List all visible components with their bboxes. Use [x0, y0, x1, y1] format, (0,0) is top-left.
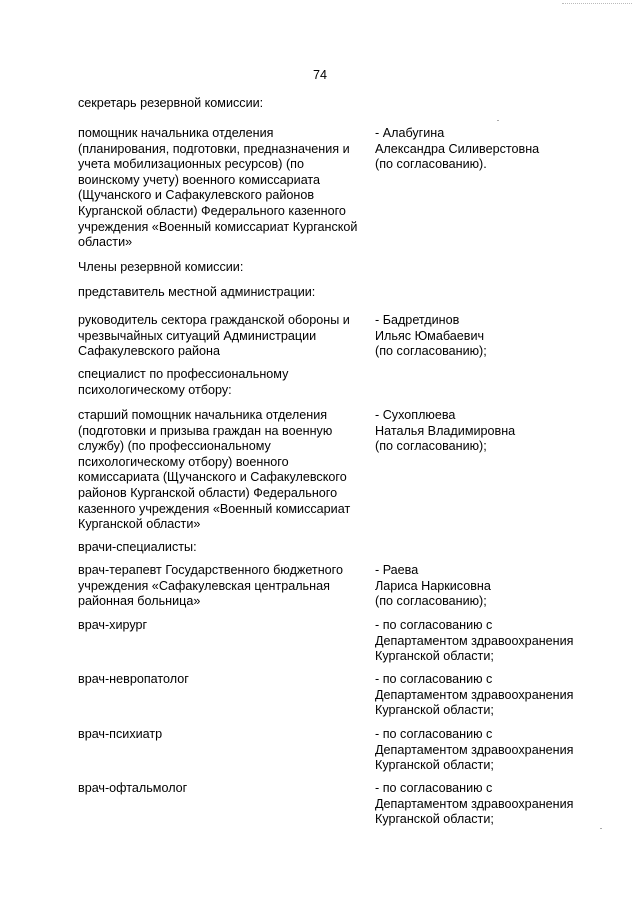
- surgeon-position: врач-хирург: [78, 618, 148, 632]
- psych-name: - Сухоплюева Наталья Владимировна (по согласованию);: [375, 408, 516, 454]
- psych-specialist-heading: специалист по профессиональному психологическому отбору:: [78, 367, 289, 397]
- members-heading: Члены резервной комиссии:: [78, 260, 244, 274]
- civil-defense-name: - Бадретдинов Ильяс Юмабаевич (по согласованию);: [375, 313, 487, 359]
- surgeon-value: - по согласованию с Департаментом здравоохранения Курганской области;: [375, 618, 574, 664]
- page-number: 74: [312, 68, 327, 82]
- local-admin-heading: представитель местной администрации:: [78, 285, 316, 299]
- neurologist-position: врач-невропатолог: [78, 672, 189, 686]
- therapist-name: - Раева Лариса Наркисовна (по согласованию);: [375, 563, 491, 609]
- secretary-name: - Алабугина Александра Силиверстовна (по согласованию).: [375, 126, 540, 172]
- psychiatrist-value: - по согласованию с Департаментом здравоохранения Курганской области;: [375, 727, 574, 773]
- scan-speck: [497, 120, 499, 121]
- ophthalmologist-position: врач-офтальмолог: [78, 781, 188, 795]
- neurologist-value: - по согласованию с Департаментом здравоохранения Курганской области;: [375, 672, 574, 718]
- doctors-heading: врачи-специалисты:: [78, 540, 197, 554]
- secretary-position: помощник начальника отделения (планирования, подготовки, предназначения и учета мобилизационных ресурсов) (по воинскому учету) военного комиссариата (Щучанского и Сафакулевского районов Курганской области) Федерального казенного учреждения «Военный комиссариат Курганской области»: [78, 126, 358, 250]
- secretary-heading: секретарь резервной комиссии:: [78, 96, 264, 110]
- scan-speck: [600, 828, 602, 829]
- scan-artifact: [562, 3, 632, 5]
- civil-defense-position: руководитель сектора гражданской обороны и чрезвычайных ситуаций Администрации Сафакулевского района: [78, 313, 350, 359]
- ophthalmologist-value: - по согласованию с Департаментом здравоохранения Курганской области;: [375, 781, 574, 827]
- psychiatrist-position: врач-психиатр: [78, 727, 163, 741]
- psych-position: старший помощник начальника отделения (подготовки и призыва граждан на военную службу) (по профессиональному психологическому отбору) военного комиссариата (Щучанского и Сафакулевского районов Курганской области) Федерального казенного учреждения «Военный комиссариат Курганской области»: [78, 408, 351, 532]
- therapist-position: врач-терапевт Государственного бюджетного учреждения «Сафакулевская центральная районная больница»: [78, 563, 343, 609]
